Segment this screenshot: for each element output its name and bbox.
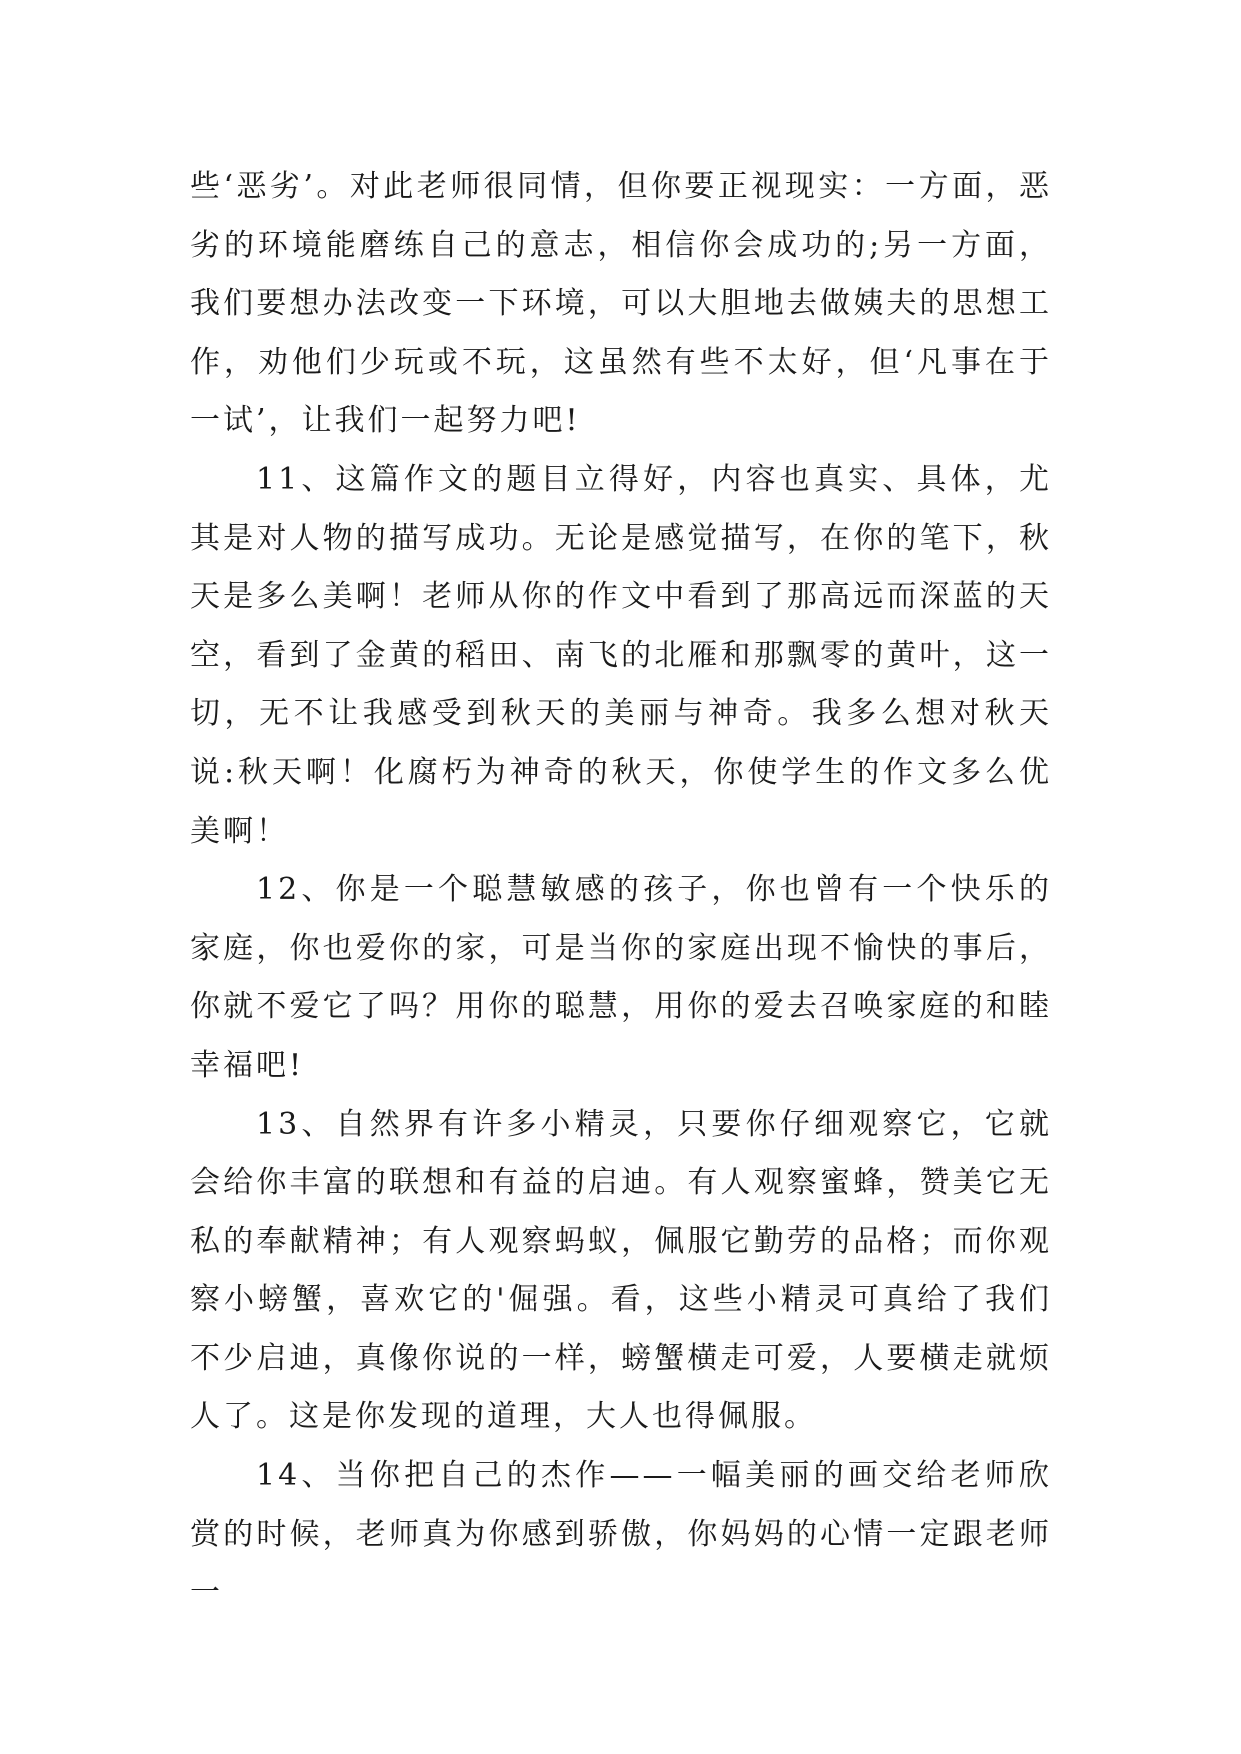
document-body [190, 158, 1052, 1623]
paragraph-comment-13: 13、自然界有许多小精灵，只要你仔细观察它，它就会给你丰富的联想和有益的启迪。有人观察蜜蜂，赞美它无私的奉献精神；有人观察蚂蚁，佩服它勤劳的品格；而你观察小螃蟹，喜欢它的'倔强。看，这些小精灵可真给了我们不少启迪，真像你说的一样，螃蟹横走可爱，人要横走就烦人了。这是你发现的道理，大人也得佩服。 [190, 1106, 1052, 1435]
paragraph-comment-14: 14、当你把自己的杰作——一幅美丽的画交给老师欣赏的时候，老师真为你感到骄傲，你妈妈的心情一定跟老师一 [190, 1458, 1052, 1611]
paragraph-comment-12: 12、你是一个聪慧敏感的孩子，你也曾有一个快乐的家庭，你也爱你的家，可是当你的家庭出现不愉快的事后，你就不爱它了吗？用你的聪慧，用你的爱去召唤家庭的和睦幸福吧! [190, 872, 1052, 1083]
paragraph-continuation: 些‘恶劣’。对此老师很同情，但你要正视现实：一方面，恶劣的环境能磨练自己的意志，相信你会成功的;另一方面，我们要想办法改变一下环境，可以大胆地去做姨夫的思想工作，劝他们少玩或不玩，这虽然有些不太好，但‘凡事在于一试’，让我们一起努力吧! [190, 169, 1052, 439]
paragraph-comment-11: 11、这篇作文的题目立得好，内容也真实、具体，尤其是对人物的描写成功。无论是感觉描写，在你的笔下，秋天是多么美啊！老师从你的作文中看到了那高远而深蓝的天空，看到了金黄的稻田、南飞的北雁和那飘零的黄叶，这一切，无不让我感受到秋天的美丽与神奇。我多么想对秋天说:秋天啊！化腐朽为神奇的秋天，你使学生的作文多么优美啊！ [190, 461, 1052, 849]
